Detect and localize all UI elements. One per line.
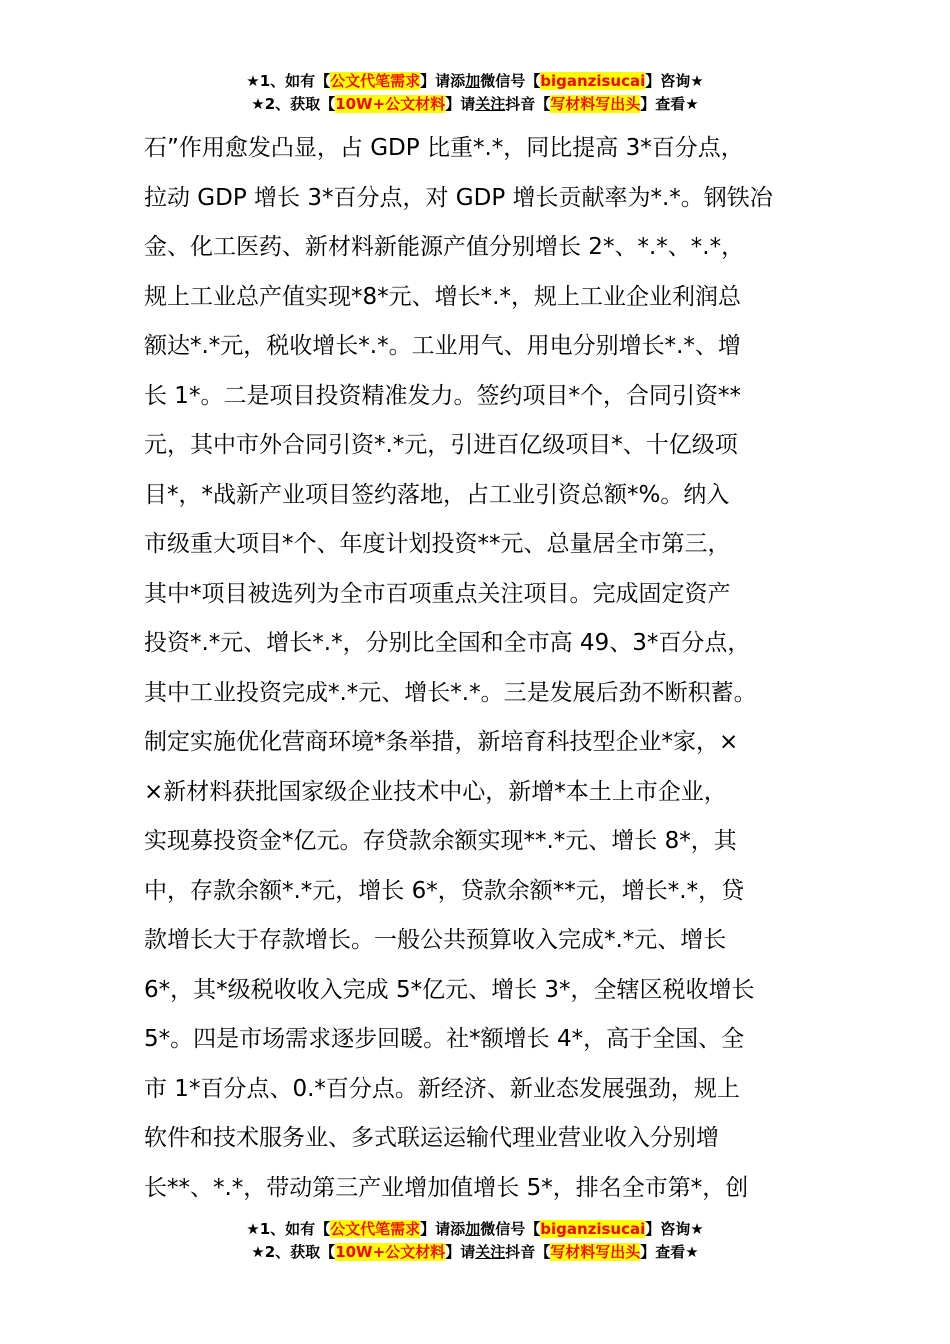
body-line: 款增长大于存款增长。一般公共预算收入完成*.*元、增长 (144, 927, 727, 953)
highlight-service: 公文代笔需求 (330, 1220, 421, 1238)
body-line: 目*，*战新产业项目签约落地，占工业引资总额*%。纳入 (144, 481, 730, 508)
body-line: 长**、*.*，带动第三产业增加值增长 5*，排名全市第*，创 (144, 1174, 749, 1201)
body-line: 元，其中市外合同引资*.*元，引进百亿级项目*、十亿级项 (144, 432, 738, 458)
highlight-douyin-account: 写材料写出头 (550, 95, 641, 113)
banner-emphasis: 关注 (475, 95, 506, 113)
body-line: 规上工业总产值实现*8*元、增长*.*，规上工业企业利润总 (144, 283, 741, 310)
banner-emphasis: 加 (465, 72, 481, 90)
banner-text: 抖音【 (505, 95, 551, 113)
banner-line-2 (0, 93, 950, 116)
highlight-materials: 10W+公文材料 (335, 95, 446, 113)
body-line: 石”作用愈发凸显，占 GDP 比重*.*，同比提高 3*百分点， (144, 135, 744, 161)
banner-text: 微信号【 (480, 72, 541, 90)
highlight-wechat-id: biganzisucai (540, 1220, 646, 1238)
banner-text: 】咨询★ (645, 72, 704, 90)
banner-line-1 (0, 1218, 950, 1241)
banner-text: ★2、获取【 (251, 95, 336, 113)
banner-emphasis: 关注 (475, 1243, 506, 1261)
body-line: 长 1*。二是项目投资精准发力。签约项目*个，合同引资** (144, 382, 741, 409)
body-line: 制定实施优化营商环境*条举措，新培育科技型企业*家，× (144, 729, 739, 755)
body-line: 投资*.*元、增长*.*，分别比全国和全市高 49、3*百分点， (144, 630, 751, 656)
body-line: 其中工业投资完成*.*元、增长*.*。三是发展后劲不断积蓄。 (144, 679, 757, 706)
body-line: 金、化工医药、新材料新能源产值分别增长 2*、*.*、*.*， (144, 234, 745, 260)
header-banner (0, 70, 950, 116)
banner-text: 微信号【 (480, 1220, 541, 1238)
banner-text: 抖音【 (505, 1243, 551, 1261)
banner-text: 】请 (445, 1243, 476, 1261)
body-line: 拉动 GDP 增长 3*百分点，对 GDP 增长贡献率为*.*。钢铁冶 (144, 184, 773, 211)
highlight-service: 公文代笔需求 (330, 72, 421, 90)
banner-text: ★1、如有【 (246, 72, 331, 90)
body-line: ×新材料获批国家级企业技术中心，新增*本土上市企业， (144, 778, 727, 805)
body-line: 中，存款余额*.*元，增长 6*，贷款余额**元，增长*.*，贷 (144, 877, 745, 904)
body-line: 6*，其*级税收收入完成 5*亿元、增长 3*，全辖区税收增长 (144, 976, 755, 1003)
banner-emphasis: 加 (465, 1220, 481, 1238)
highlight-douyin-account: 写材料写出头 (550, 1243, 641, 1261)
banner-line-2 (0, 1241, 950, 1264)
body-line: 软件和技术服务业、多式联运运输代理业营业收入分别增 (144, 1125, 719, 1151)
banner-text: 】请 (445, 95, 476, 113)
document-body (144, 124, 824, 1213)
footer-banner (0, 1218, 950, 1264)
highlight-wechat-id: biganzisucai (540, 72, 646, 90)
banner-text: 】查看★ (640, 95, 699, 113)
body-line: 实现募投资金*亿元。存贷款余额实现**.*元、增长 8*，其 (144, 828, 737, 854)
body-line: 5*。四是市场需求逐步回暖。社*额增长 4*，高于全国、全 (144, 1026, 745, 1052)
body-line: 额达*.*元，税收增长*.*。工业用气、用电分别增长*.*、增 (144, 333, 741, 359)
body-line: 其中*项目被选列为全市百项重点关注项目。完成固定资产 (144, 580, 731, 607)
body-line: 市 1*百分点、0.*百分点。新经济、新业态发展强劲，规上 (144, 1075, 740, 1102)
banner-text: 】请添 (420, 1220, 466, 1238)
banner-text: 】请添 (420, 72, 466, 90)
highlight-materials: 10W+公文材料 (335, 1243, 446, 1261)
body-line: 市级重大项目*个、年度计划投资**元、总量居全市第三， (144, 531, 731, 557)
banner-text: ★2、获取【 (251, 1243, 336, 1261)
banner-text: 】查看★ (640, 1243, 699, 1261)
banner-text: 】咨询★ (645, 1220, 704, 1238)
banner-text: ★1、如有【 (246, 1220, 331, 1238)
banner-line-1 (0, 70, 950, 93)
